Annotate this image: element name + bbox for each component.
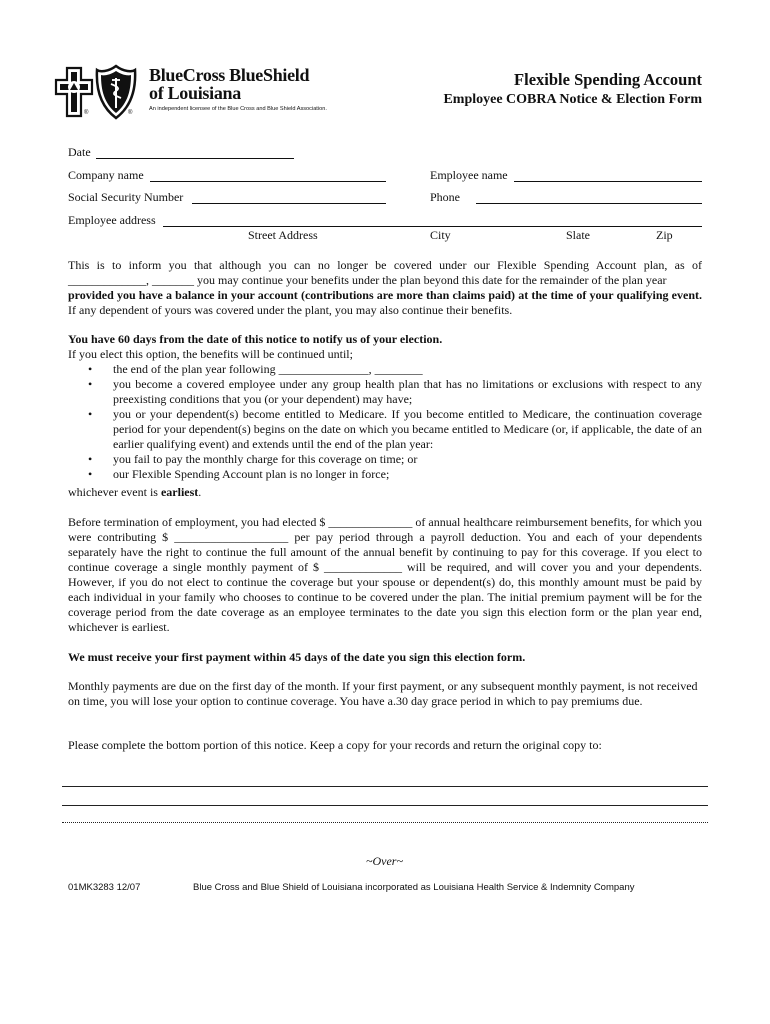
whichever-line xyxy=(68,485,201,500)
payment-deadline: We must receive your first payment within 45 days of the date you sign this election form. xyxy=(68,650,526,664)
phone-field[interactable] xyxy=(476,203,702,204)
list-item: • you or your dependent(s) become entitled to Medicare. If you become entitled to Medicare, the continuation coverage period for your dependent(s) begins on the date on which you became entitled to Medicare (or, if applicable, the date of an earlier qualifying event) and extends until the end of the plan year: xyxy=(88,407,702,452)
brand-name xyxy=(149,66,309,102)
list-item: • our Flexible Spending Account plan is no longer in force; xyxy=(88,467,702,482)
balance-condition: provided you have a balance in your account (contributions are more than claims paid) at the time of your qualifying event. xyxy=(68,288,702,302)
registered-mark: ® xyxy=(84,110,89,116)
monthly-payments-paragraph: Monthly payments are due on the first day of the month. If your first payment, or any subsequent monthly payment, is not received on time, you will lose your option to continue coverage. You have a.30 day grace period in which to pay premiums due. xyxy=(68,679,698,708)
ssn-label: Social Security Number xyxy=(68,190,184,204)
form-code: 01MK3283 12/07 xyxy=(68,882,141,893)
return-address-line-1[interactable] xyxy=(62,786,708,787)
employee-address-label: Employee address xyxy=(68,213,156,227)
licensee-note: An independent licensee of the Blue Cross and Blue Shield Association. xyxy=(149,106,327,112)
brand-line-2: of Louisiana xyxy=(149,83,241,103)
city-caption: City xyxy=(430,228,451,242)
dependent-note: If any dependent of yours was covered under the plant, you may also continue their benefits. xyxy=(68,303,513,317)
zip-caption: Zip xyxy=(656,228,673,242)
termination-conditions-list xyxy=(88,362,702,482)
company-note: Blue Cross and Blue Shield of Louisiana incorporated as Louisiana Health Service & Indemnity Company xyxy=(193,882,635,893)
form-title: Flexible Spending Account xyxy=(514,70,702,89)
phone-label: Phone xyxy=(430,190,460,204)
intro-line-1: This is to inform you that although you can no longer be covered under our Flexible Spending Account plan, as of xyxy=(68,258,702,272)
continued-until: If you elect this option, the benefits will be continued until; xyxy=(68,347,353,361)
brand-line-1: BlueCross BlueShield xyxy=(149,65,310,85)
notify-heading: You have 60 days from the date of this notice to notify us of your election. xyxy=(68,332,443,346)
earliest-text: earliest xyxy=(160,485,199,499)
registered-mark: ® xyxy=(128,110,133,116)
list-item: • you become a covered employee under any group health plan that has no limitations or exclusions with respect to any preexisting conditions that you (or your dependent) may have; xyxy=(88,377,702,407)
date-field[interactable] xyxy=(96,158,294,159)
employee-name-field[interactable] xyxy=(514,181,702,182)
form-subtitle: Employee COBRA Notice & Election Form xyxy=(443,92,702,107)
company-name-field[interactable] xyxy=(150,181,386,182)
over-note: ~Over~ xyxy=(366,854,403,868)
whichever-text: whichever event is xyxy=(68,485,161,499)
return-address-line-3[interactable] xyxy=(62,822,708,823)
intro-paragraph xyxy=(68,258,702,318)
return-address-line-2[interactable] xyxy=(62,805,708,806)
benefits-paragraph: Before termination of employment, you had elected $ ______________ of annual healthcare reimbursement benefits, for which you were contributing $ ___________________ per pay period through a payroll deduction. You and each of your dependents separately have the right to continue the full amount of the annual benefit by continuing to pay for this coverage. If you elect to continue coverage a single monthly payment of $ _____________ will be required, and will cover you and your dependents. However, if you do not elect to continue the coverage but your spouse or dependent(s) do, this monthly amount must be paid by each individual in your family who chooses to continue to be covered under the plan. The initial premium payment will be for the coverage period from the date coverage as an employee terminates to the date you sign this election form or the plan year end, whichever is earliest. xyxy=(68,515,702,634)
company-name-label: Company name xyxy=(68,168,144,182)
intro-line-2: _____________, _______ you may continue your benefits under the plan beyond this date for the remainder of the plan year xyxy=(68,273,667,287)
date-label: Date xyxy=(68,145,91,159)
whichever-end: . xyxy=(198,485,202,499)
intro-line-3 xyxy=(68,288,702,318)
employee-name-label: Employee name xyxy=(430,168,508,182)
return-instructions: Please complete the bottom portion of this notice. Keep a copy for your records and return the original copy to: xyxy=(68,738,602,752)
list-item: • you fail to pay the monthly charge for this coverage on time; or xyxy=(88,452,702,467)
ssn-field[interactable] xyxy=(192,203,386,204)
state-caption: Slate xyxy=(566,228,590,242)
logo xyxy=(54,62,144,122)
street-address-caption: Street Address xyxy=(248,228,318,242)
list-item: • the end of the plan year following _______________, ________ xyxy=(88,362,702,377)
employee-address-field[interactable] xyxy=(163,226,702,227)
